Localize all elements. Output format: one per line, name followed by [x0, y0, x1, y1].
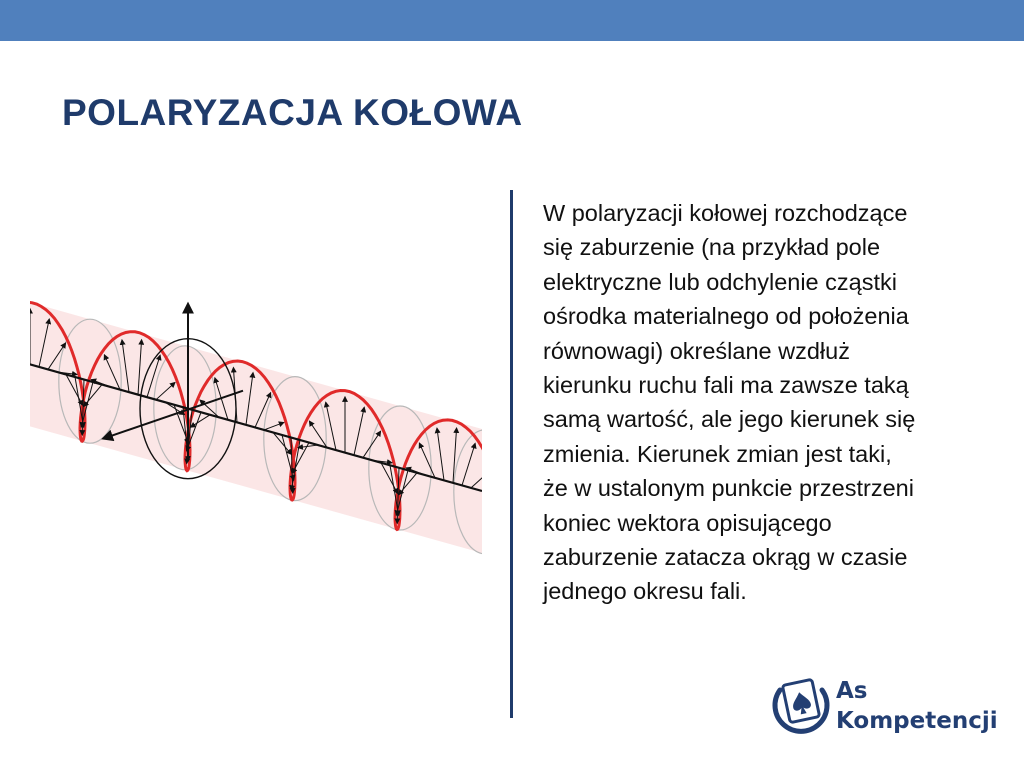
body-text: W polaryzacji kołowej rozchodzące się zaburzenie (na przykład pole elektryczne lub odchylenie cząstki ośrodka materialnego od położenia równowagi) określane wzdłuż kierunku ruchu fali ma zawsze taką samą wartość, ale jego kierunek się zmienia. Kierunek zmian jest taki, że w ustalonym punkcie przestrzeni koniec wektora opisującego zaburzenie zatacza okrąg w czasie jednego okresu fali.	[543, 200, 916, 605]
helix-illustration	[30, 285, 482, 570]
logo-text-as: As	[836, 678, 868, 704]
circular-polarization-figure	[30, 285, 482, 570]
vertical-divider	[510, 190, 513, 718]
logo-text-kompetencji: Kompetencji	[836, 708, 998, 734]
page-title: POLARYZACJA KOŁOWA	[62, 92, 523, 133]
as-kompetencji-logo	[770, 676, 1000, 742]
top-bar	[0, 0, 1024, 41]
spade-card-icon	[770, 676, 832, 742]
